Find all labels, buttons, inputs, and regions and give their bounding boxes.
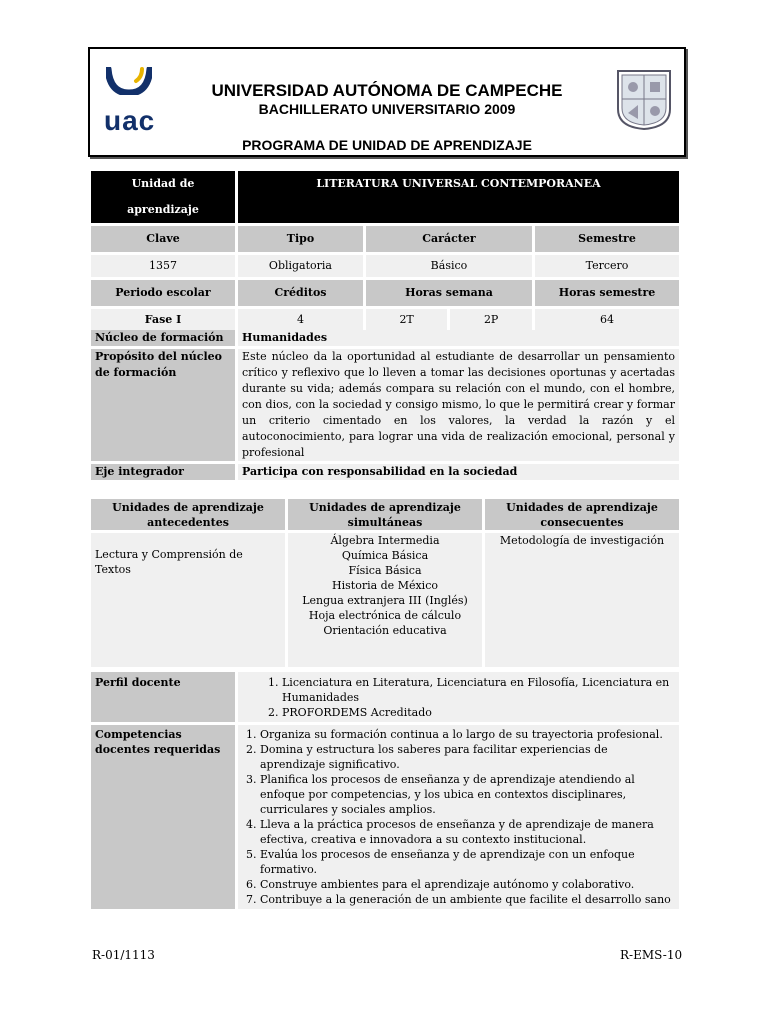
value-cell: 4 <box>238 309 363 331</box>
program-name: BACHILLERATO UNIVERSITARIO 2009 <box>258 101 516 117</box>
list-item: Metodología de investigación <box>499 534 665 547</box>
header-cell: Tipo <box>238 226 363 252</box>
value-cell: 64 <box>535 309 679 331</box>
list-item: 6. Construye ambientes para el aprendizaje autónomo y colaborativo. <box>260 877 675 892</box>
value-cell: 2P <box>450 309 532 331</box>
footer-code-left: R-01/1113 <box>92 948 155 962</box>
list-item: Lengua extranjera III (Inglés) <box>302 594 468 607</box>
competencias-label: Competencias docentes requeridas <box>91 725 235 909</box>
header-cell: Horas semestre <box>535 280 679 306</box>
nucleo-value: Humanidades <box>238 330 679 346</box>
header-cell: Clave <box>91 226 235 252</box>
purpose-label: Propósito del núcleo de formación <box>91 349 235 461</box>
perfil-list-cell <box>238 672 679 722</box>
related-units-table <box>88 496 682 670</box>
nucleo-table <box>88 327 682 483</box>
footer-code-right: R-EMS-10 <box>620 948 683 962</box>
purpose-text: Este núcleo da la oportunidad al estudiante de desarrollar un pensamiento crítico y reflexivo que lo lleven a tomar las decisiones oportunas y acertadas durante su vida; además compara su relación con el mundo, con el hombre, con dios, con la sociedad y consigo mismo, lo que le permitirá crear y formar un criterio cimentado en los valores, la verdad la razón y el autoconocimiento, para lograr una vida de realización emocional, personal y profesional <box>238 349 679 461</box>
perfil-list <box>260 675 675 720</box>
header-cell: Semestre <box>535 226 679 252</box>
list-item: Química Básica <box>341 549 429 562</box>
list-item: Lectura y Comprensión de Textos <box>95 548 243 576</box>
university-seal-icon <box>616 69 672 131</box>
consecuentes-cell <box>485 533 679 667</box>
list-item: 5. Evalúa los procesos de enseñanza y de aprendizaje con un enfoque formativo. <box>260 847 675 877</box>
list-item: 2. PROFORDEMS Acreditado <box>282 705 675 720</box>
value-cell: 1357 <box>91 255 235 277</box>
university-name: UNIVERSIDAD AUTÓNOMA DE CAMPECHE <box>211 81 563 100</box>
profile-table <box>88 669 682 912</box>
competencias-list <box>238 727 675 907</box>
value-cell: Básico <box>366 255 532 277</box>
axis-value: Participa con responsabilidad en la sociedad <box>238 464 679 480</box>
competencias-list-cell <box>238 725 679 909</box>
antecedentes-cell <box>91 533 285 667</box>
header-cell: Periodo escolar <box>91 280 235 306</box>
unit-name: LITERATURA UNIVERSAL CONTEMPORANEA <box>238 171 679 223</box>
header-cell: Unidades de aprendizaje consecuentes <box>485 499 679 530</box>
value-cell: Obligatoria <box>238 255 363 277</box>
header-cell: Unidades de aprendizaje simultáneas <box>288 499 482 530</box>
list-item: Física Básica <box>348 564 422 577</box>
uac-logo-text: uac <box>104 105 156 136</box>
list-item: 7. Contribuye a la generación de un ambiente que facilite el desarrollo sano <box>260 892 675 907</box>
list-item: Hoja electrónica de cálculo <box>308 609 462 622</box>
axis-label: Eje integrador <box>91 464 235 480</box>
value-cell: Tercero <box>535 255 679 277</box>
header-cell: Créditos <box>238 280 363 306</box>
list-item: Orientación educativa <box>323 624 447 637</box>
header-cell: Horas semana <box>366 280 532 306</box>
list-item: Álgebra Intermedia <box>330 534 440 547</box>
header-cell: Unidades de aprendizaje antecedentes <box>91 499 285 530</box>
list-item: 3. Planifica los procesos de enseñanza y de aprendizaje atendiendo al enfoque por competencias, y los ubica en contextos disciplinares, curriculares y sociales amplios. <box>260 772 675 817</box>
header-cell: Carácter <box>366 226 532 252</box>
document-header <box>88 47 686 157</box>
list-item: 1. Organiza su formación continua a lo largo de su trayectoria profesional. <box>260 727 675 742</box>
perfil-label: Perfil docente <box>91 672 235 722</box>
list-item: 1. Licenciatura en Literatura, Licenciatura en Filosofía, Licenciatura en Humanidades <box>282 675 675 705</box>
list-item: Historia de México <box>332 579 438 592</box>
unit-label: Unidad de aprendizaje <box>91 171 235 223</box>
document-title: PROGRAMA DE UNIDAD DE APRENDIZAJE <box>242 137 532 153</box>
nucleo-label: Núcleo de formación <box>91 330 235 346</box>
value-cell: Fase I <box>91 309 235 331</box>
list-item: 2. Domina y estructura los saberes para facilitar experiencias de aprendizaje significativo. <box>260 742 675 772</box>
value-cell: 2T <box>366 309 447 331</box>
list-item: 4. Lleva a la práctica procesos de enseñanza y de aprendizaje de manera efectiva, creativa e innovadora a su contexto institucional. <box>260 817 675 847</box>
unit-info-table <box>88 168 682 334</box>
simultaneas-cell <box>288 533 482 667</box>
